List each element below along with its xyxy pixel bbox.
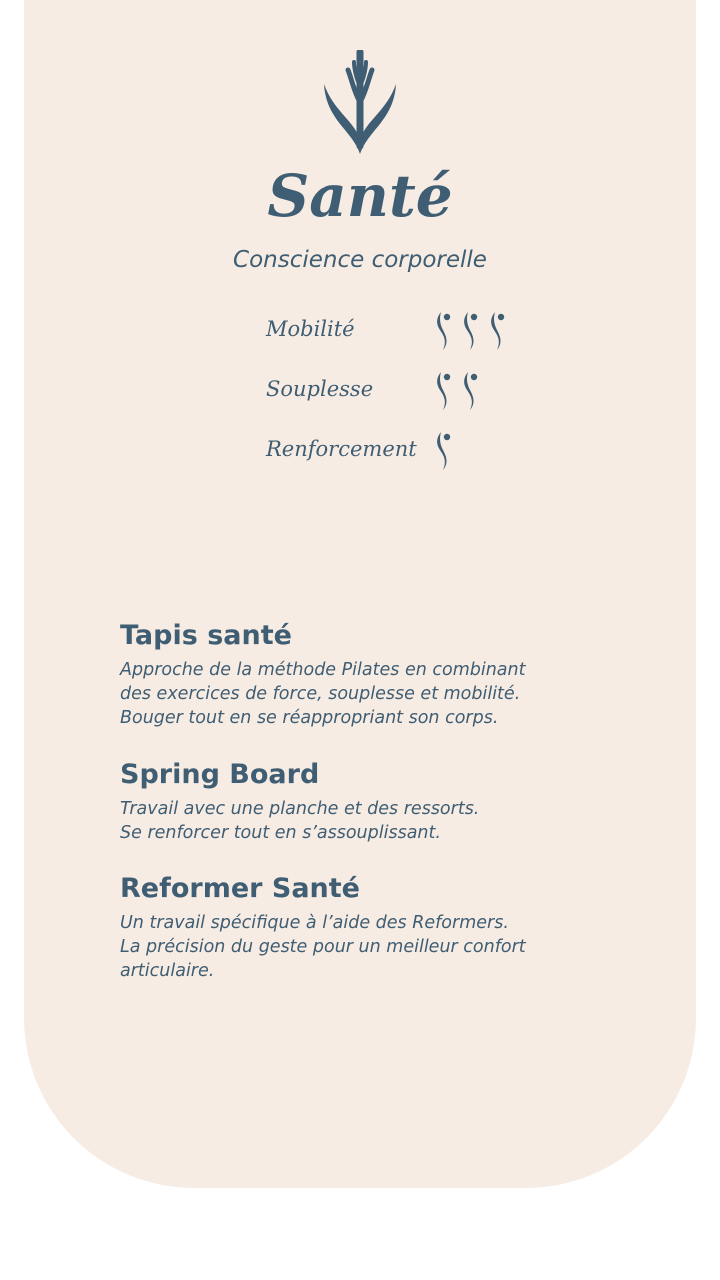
spine-icon	[461, 368, 483, 412]
section-description-line: Approche de la méthode Pilates en combinant	[120, 660, 526, 680]
section-title: Reformer Santé	[120, 873, 360, 904]
page-title: Santé	[267, 162, 453, 230]
page-subtitle: Conscience corporelle	[233, 247, 487, 273]
rating-label: Souplesse	[266, 377, 374, 401]
section-spring-board	[120, 757, 600, 845]
spine-icon	[488, 308, 510, 352]
plant-sprout-icon	[318, 50, 402, 158]
section-description-line: des exercices de force, souplesse et mobilité.	[120, 684, 521, 704]
section-description-line: La précision du geste pour un meilleur confort	[120, 937, 526, 957]
section-description-line: Se renforcer tout en s’assouplissant.	[120, 823, 441, 843]
spine-icon	[434, 368, 456, 412]
rating-icons	[434, 428, 461, 472]
spine-icon	[434, 308, 456, 352]
spine-icon	[434, 428, 456, 472]
section-description-line: Travail avec une planche et des ressorts.	[120, 799, 480, 819]
section-description-line: articulaire.	[120, 961, 215, 981]
section-reformer-sante	[120, 871, 600, 983]
section-title: Tapis santé	[120, 620, 292, 651]
spine-icon	[461, 308, 483, 352]
rating-icons	[434, 368, 488, 412]
rating-row-mobility	[266, 308, 526, 352]
rating-row-flexibility	[266, 368, 526, 412]
section-tapis-sante	[120, 618, 600, 730]
rating-label: Renforcement	[266, 437, 417, 461]
section-title: Spring Board	[120, 759, 320, 790]
section-description-line: Bouger tout en se réappropriant son corps.	[120, 708, 499, 728]
section-description-line: Un travail spécifique à l’aide des Reformers.	[120, 913, 509, 933]
rating-icons	[434, 308, 515, 352]
rating-label: Mobilité	[266, 317, 355, 341]
rating-row-strengthening	[266, 428, 526, 472]
